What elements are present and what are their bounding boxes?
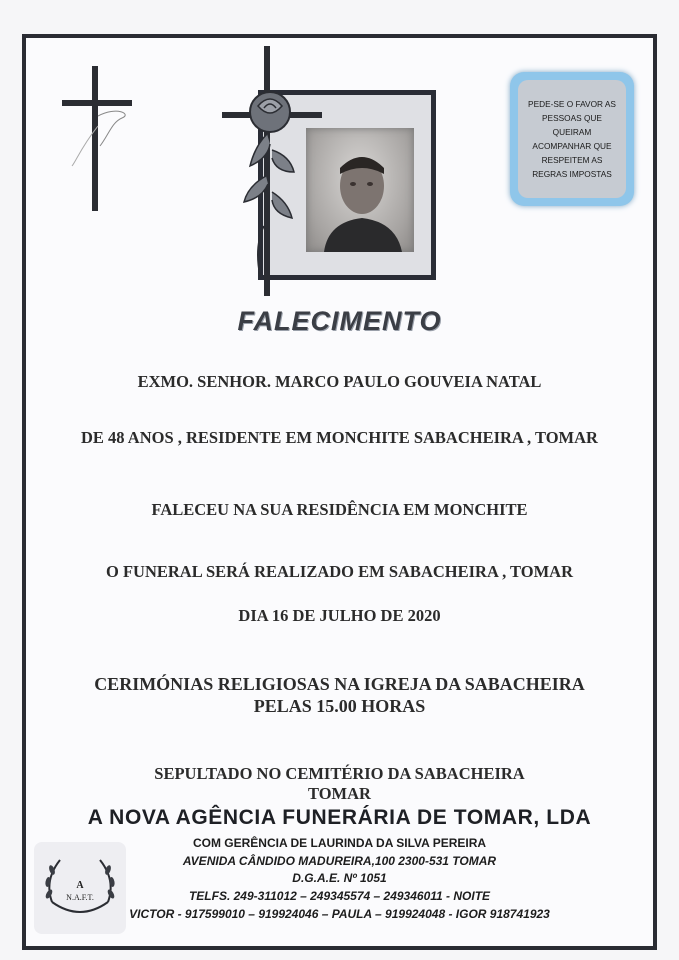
agency-phones: TELFS. 249-311012 – 249345574 – 249346011 - NOITE (188, 889, 491, 903)
agency-dgae: D.G.A.E. Nº 1051 (292, 871, 387, 885)
cross-icon (62, 66, 134, 216)
agency-management: COM GERÊNCIA DE LAURINDA DA SILVA PEREIRA (192, 836, 487, 850)
burial-line: SEPULTADO NO CEMITÉRIO DA SABACHEIRA (154, 764, 525, 783)
notice-inner (518, 80, 626, 198)
name-line: EXMO. SENHOR. MARCO PAULO GOUVEIA NATAL (137, 372, 542, 391)
notice-line: ACOMPANHAR QUE (532, 141, 612, 151)
notice-text (519, 97, 625, 181)
agency-contacts: VICTOR - 917599010 – 919924046 – PAULA – 919924048 - IGOR 918741923 (129, 907, 550, 921)
logo-text: N.A.F.T. (66, 893, 94, 902)
notice-line: PEDE-SE O FAVOR AS (528, 99, 616, 109)
funeral-place-line: O FUNERAL SERÁ REALIZADO EM SABACHEIRA , TOMAR (106, 562, 573, 581)
notice-line: REGRAS IMPOSTAS (532, 169, 612, 179)
logo-letter: A (76, 880, 84, 891)
portrait-silhouette (306, 128, 414, 252)
agency-logo (34, 842, 126, 934)
age-residence-line: DE 48 ANOS , RESIDENTE EM MONCHITE SABACHEIRA , TOMAR (81, 428, 598, 447)
burial-city-line: TOMAR (308, 784, 371, 803)
page-title: FALECIMENTO (237, 306, 442, 336)
death-place-line: FALECEU NA SUA RESIDÊNCIA EM MONCHITE (151, 500, 528, 519)
notice-line: PESSOAS QUE (542, 113, 602, 123)
funeral-date-line: DIA 16 DE JULHO DE 2020 (238, 606, 441, 625)
laurel-wreath-icon (34, 842, 126, 934)
notice-line: QUEIRAM (552, 127, 592, 137)
notice-line: RESPEITEM AS (541, 155, 603, 165)
agency-name: A NOVA AGÊNCIA FUNERÁRIA DE TOMAR, LDA (87, 806, 592, 829)
notice-box (510, 72, 634, 206)
ceremony-line: CERIMÓNIAS RELIGIOSAS NA IGREJA DA SABACHEIRA (94, 674, 585, 694)
ceremony-time-line: PELAS 15.00 HORAS (253, 696, 426, 716)
portrait-photo (306, 128, 414, 252)
agency-address: AVENIDA CÂNDIDO MADUREIRA,100 2300-531 TOMAR (182, 854, 497, 868)
